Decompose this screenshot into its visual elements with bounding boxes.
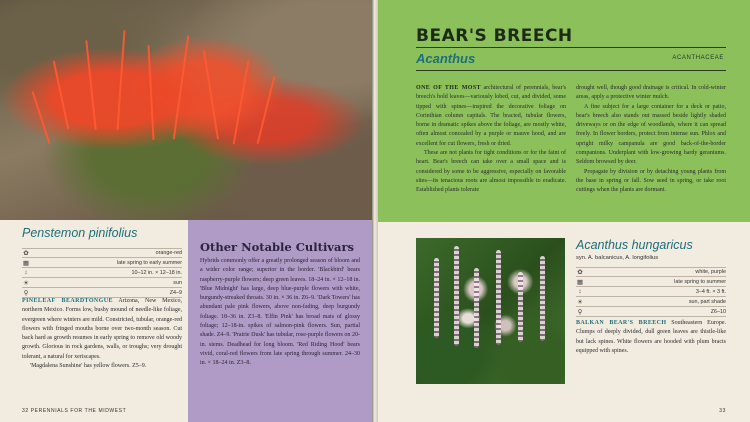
attribute-table bbox=[22, 248, 182, 298]
description-text: Arizona, New Mexico, northern Mexico. Forms low, bushy mound of needle-like foliage, evergreen where winters are mild. Constricted, tubular, orange-red flowers with fringed mouths borne over two-month season. Cut back hard as growth resumes in early spring to remove old woody growth. Glorious in rock gardens, walls, or troughs; very drought tolerant, a natural for xeriscapes. bbox=[22, 298, 183, 360]
attr-row-size bbox=[22, 268, 182, 278]
zone-pin-icon: ⚲ bbox=[577, 308, 583, 316]
genus-header-panel bbox=[378, 0, 750, 222]
left-folio: 32 PERENNIALS FOR THE MIDWEST bbox=[22, 408, 127, 414]
sidebar-title: Other Notable Cultivars bbox=[200, 240, 354, 254]
genus-description bbox=[416, 84, 726, 196]
sun-icon: ☀ bbox=[577, 298, 583, 306]
cultivar-note: 'Magdalena Sunshine' has yellow flowers. Z5–9. bbox=[30, 363, 147, 370]
attr-value: late spring to summer bbox=[674, 278, 726, 285]
plant-name: Penstemon pinifolius bbox=[22, 226, 138, 240]
attr-value: 3–4 ft. × 3 ft. bbox=[695, 288, 726, 295]
acanthus-photo bbox=[416, 238, 565, 384]
attr-row-season bbox=[22, 258, 182, 268]
paragraph-text: Propagate by division or by detaching young plants from the base in spring or fall. Sow seed in spring, or take root cuttings when the plants are dormant. bbox=[576, 168, 726, 194]
attr-row-season bbox=[576, 277, 726, 287]
attribute-table bbox=[576, 267, 726, 317]
attr-row-light bbox=[22, 278, 182, 288]
page-title: BEAR'S BREECH bbox=[416, 26, 573, 46]
text-column-1 bbox=[416, 84, 566, 196]
flower-icon: ✿ bbox=[23, 250, 29, 257]
paragraph-text: A fine subject for a large container for a deck or patio, bear's breech also stands out massed beside lightly shaded driveways or on the edge of woodlands, where it can spread freely. In flower borders, protect from intense sun. Phlox and upright milky campanula are good back-of-the-border companions. Underplant with low-growing hardy geraniums. Seldom browsed by deer. bbox=[576, 103, 726, 166]
paragraph-text: drought well, though good drainage is critical. In cold-winter areas, apply a protective winter mulch. bbox=[576, 85, 726, 101]
zone-pin-icon: ⚲ bbox=[23, 289, 29, 297]
title-rule bbox=[416, 47, 726, 48]
attr-row-color bbox=[576, 267, 726, 277]
penstemon-photo bbox=[0, 0, 372, 220]
penstemon-description bbox=[22, 297, 182, 371]
paragraph-text: architectural of perennials, bear's breech's bold leaves—variously lobed, cut, and divided, some tipped with spines—inspired the decorative foliage on Corinthian column capitals. The bracted, tubular flowers, borne in dramatic spikes above the foliage, are mostly white, often almost concealed by a purple or mauve hood, and are excellent for cut flowers, fresh or dried. bbox=[416, 85, 567, 147]
acanthus-description bbox=[576, 319, 726, 356]
penstemon-caption bbox=[22, 226, 182, 298]
cultivars-sidebar bbox=[188, 220, 372, 422]
common-name: PINELEAF BEARDTONGUE bbox=[22, 298, 113, 304]
attr-value: 10–12 in. × 12–18 in. bbox=[131, 269, 182, 276]
flower-icon: ✿ bbox=[577, 269, 583, 276]
family-name: ACANTHACEAE bbox=[672, 55, 724, 61]
attr-row-zone bbox=[576, 307, 726, 317]
sidebar-text: Hybrids commonly offer a greatly prolonged season of bloom and a wider color range; superior in the border. 'Blackbird' bears raspberry-purple flowers; deep green leaves. 18–24 in. × 12–18 in. 'Blue Midnight' has large, deep blue-purple flowers with white, burgundy-streaked throats. 30 in. × 36 in. Z6–9. 'Dark Towers' has abundant pale pink flowers, above non-fading, deep burgundy foliage. 18–36 in. Z3–8. 'Elfin Pink' has broad mats of glossy foliage; 12–18-in. spikes of salmon-pink flowers. Sun, partial shade. Z4–9. 'Prairie Dusk' has tubular, rose-purple flowers on 20-in. stems. Deadhead for long bloom. 'Red Riding Hood' bears vivid, coral-red flowers from late spring through summer. 24–30 in. × 18–24 in. Z3–8. bbox=[200, 258, 361, 367]
description-text: Southeastern Europe. Clumps of deeply divided, dull green leaves are thistle-like but lack spines. White flowers are hooded with plum bracts equipped with spines. bbox=[576, 320, 726, 354]
lead-in: ONE OF THE MOST bbox=[416, 85, 481, 91]
attr-value: sun bbox=[173, 279, 182, 286]
paragraph-text: These are not plants for tight conditions or for the faint of heart. Bear's breech can take over a small space and is considered by some to be aggressive, especially on favorable sites—its tenacious roots are almost impossible to eradicate. Established plants tolerate bbox=[416, 150, 566, 194]
right-page bbox=[378, 0, 750, 422]
left-page bbox=[0, 0, 372, 422]
common-name: BALKAN BEAR'S BREECH bbox=[576, 320, 667, 326]
calendar-icon: ▦ bbox=[22, 259, 30, 267]
calendar-icon: ▦ bbox=[576, 278, 584, 286]
genus-name: Acanthus bbox=[416, 51, 476, 66]
height-icon: ↕ bbox=[24, 269, 28, 276]
attr-value: Z4–9 bbox=[169, 289, 182, 296]
right-folio: 33 bbox=[719, 408, 726, 414]
attr-value: sun, part shade bbox=[688, 298, 726, 305]
text-column-2 bbox=[576, 84, 726, 196]
attr-value: orange-red bbox=[155, 250, 182, 256]
attr-value: white, purple bbox=[695, 269, 726, 275]
genus-rule bbox=[416, 70, 726, 71]
sun-icon: ☀ bbox=[23, 279, 29, 287]
plant-name: Acanthus hungaricus bbox=[576, 238, 693, 252]
attr-row-color bbox=[22, 248, 182, 258]
attr-value: Z6–10 bbox=[710, 308, 726, 315]
synonyms: syn. A. balcanicus, A. longifolius bbox=[576, 255, 659, 261]
height-icon: ↕ bbox=[578, 288, 582, 295]
attr-row-size bbox=[576, 287, 726, 297]
attr-value: late spring to early summer bbox=[116, 259, 182, 266]
attr-row-light bbox=[576, 297, 726, 307]
acanthus-caption bbox=[576, 238, 726, 317]
